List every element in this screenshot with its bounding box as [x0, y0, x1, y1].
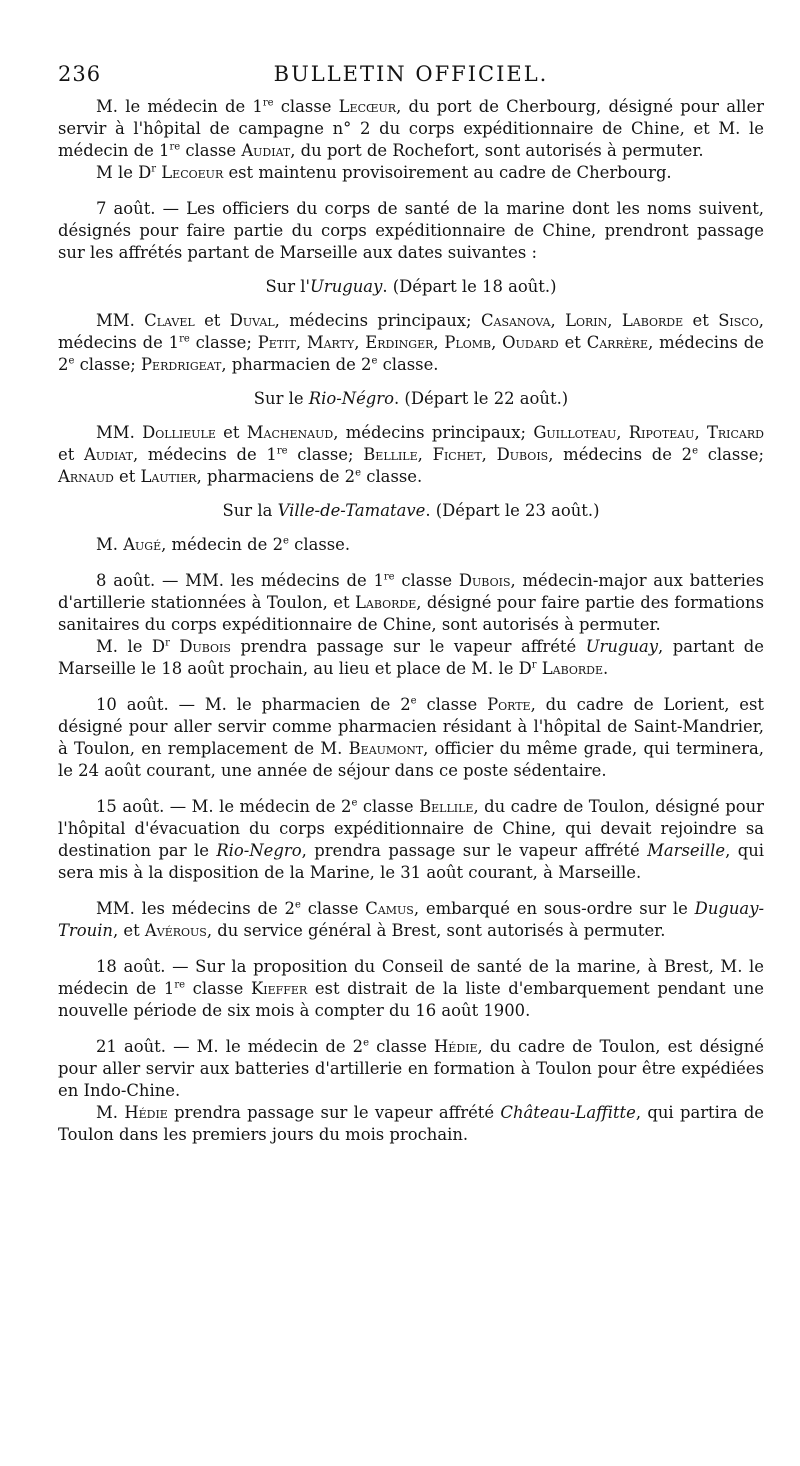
document-body [58, 96, 764, 1146]
text-run: classe [185, 141, 242, 160]
text-run: , officier du même grade, qui terminera, le 24 août courant, une année de séjour dans ce poste sédentaire. [58, 739, 764, 780]
text-run: , médecins de 2 [58, 333, 764, 374]
person-name: Dubois [458, 571, 511, 590]
text-run: classe; [79, 355, 142, 374]
text-run: est maintenu provisoirement au cadre de Cherbourg. [223, 163, 672, 182]
paragraph-8-aout [58, 570, 764, 636]
text-run: , pharmacien de 2 [221, 355, 372, 374]
ordinal-superscript: re [174, 979, 186, 991]
text-run: M. [96, 535, 124, 554]
page-number: 236 [58, 62, 102, 86]
person-name: Carrère [586, 333, 649, 352]
text-run: , médecins principaux; [333, 423, 534, 442]
ordinal-superscript: e [351, 797, 358, 809]
person-name: Lecoeur [161, 163, 224, 182]
text-run: , qui partira de Toulon dans les premiers jours du mois prochain. [58, 1103, 765, 1144]
text-run: est distrait de la liste d'embarquement pendant une nouvelle période de six mois à compter du 16 août 1900. [58, 979, 764, 1020]
paragraph-tamatave-list [58, 534, 764, 556]
page-header [58, 62, 764, 92]
text-run: prendra passage sur le vapeur affrété [230, 637, 586, 656]
text-run: et [683, 311, 719, 330]
paragraph-21-aout-note [58, 1102, 764, 1146]
text-run: , médecins de 1 [132, 445, 277, 464]
text-run: , du service général à Brest, sont autorisés à permuter. [206, 921, 666, 940]
text-run: classe [280, 97, 339, 116]
text-run: classe [362, 797, 420, 816]
text-run: classe; [707, 445, 764, 464]
person-name: Machenaud [246, 423, 334, 442]
person-name: Audiat [84, 445, 133, 464]
ordinal-superscript: e [371, 355, 378, 367]
paragraph-rio-negro-list [58, 422, 764, 488]
text-run: , du port de Rochefort, sont autorisés à permuter. [290, 141, 704, 160]
paragraph-uruguay-list [58, 310, 764, 376]
text-run: 21 août. — M. le médecin de 2 [96, 1037, 364, 1056]
subhead-ville-de-tamatave [58, 500, 764, 522]
ordinal-superscript: r [151, 163, 157, 175]
person-name: Hédie [124, 1103, 168, 1122]
text-run: , embarqué en sous-ordre sur le [413, 899, 695, 918]
person-name: Arnaud [58, 467, 114, 486]
ship-name: Duguay-Trouin [58, 899, 764, 940]
text-run: , partant de Marseille le 18 août prochain, au lieu et place de M. le D [58, 637, 764, 678]
ship-name: Uruguay [585, 637, 659, 656]
text-run: 8 août. — MM. les médecins de 1 [96, 571, 384, 590]
ordinal-superscript: re [169, 141, 181, 153]
text-run: et [215, 423, 247, 442]
text-run: classe [426, 695, 488, 714]
text-run: , du cadre de Lorient, est désigné pour aller servir comme pharmacien résidant à l'hôpital de Saint-Mandrier, à Toulon, en remplacement de M. [58, 695, 765, 758]
ordinal-superscript: r [165, 637, 170, 649]
text-run: classe [376, 1037, 435, 1056]
person-name: Lecœur [338, 97, 397, 116]
text-run: M le D [96, 163, 152, 182]
text-run: Sur l' [265, 277, 311, 296]
text-run: classe. [366, 467, 423, 486]
ship-name: Rio-Négro [308, 389, 395, 408]
person-name: Augé [123, 535, 162, 554]
text-run: , médecins de 1 [58, 311, 764, 352]
paragraph-lecoeur [58, 96, 764, 162]
person-name: Bellile [419, 797, 474, 816]
text-run: Sur le [253, 389, 309, 408]
ship-name: Marseille [647, 841, 726, 860]
text-run: classe; [297, 445, 364, 464]
paragraph-lecoeur-note [58, 162, 764, 184]
ordinal-superscript: e [692, 445, 698, 457]
ordinal-superscript: re [383, 571, 395, 583]
ordinal-superscript: e [68, 355, 75, 367]
text-run: MM. [96, 423, 143, 442]
person-name: Lautier [140, 467, 197, 486]
running-title: BULLETIN OFFICIEL. [273, 62, 549, 86]
person-name: Laborde [541, 659, 604, 678]
ordinal-superscript: e [294, 899, 301, 911]
person-name: Kieffer [251, 979, 308, 998]
text-run: 18 août. — Sur la proposition du Conseil de santé de la marine, à Brest, M. le médecin de 1 [58, 957, 764, 998]
subhead-rio-negro [58, 388, 764, 410]
text-run: MM. [96, 311, 145, 330]
person-name: Porte [487, 695, 531, 714]
text-run: et [194, 311, 230, 330]
paragraph-8-aout-note [58, 636, 764, 680]
text-run: M. le D [96, 637, 166, 656]
text-run: , du cadre de Toulon, désigné pour l'hôpital d'évacuation du corps expéditionnaire de Chine, qui devait rejoindre sa destination par le [58, 797, 764, 860]
text-run: et [58, 445, 85, 464]
person-name: Sisco [718, 311, 759, 330]
text-run: , et [113, 921, 145, 940]
person-name: Audiat [241, 141, 291, 160]
subhead-uruguay [58, 276, 764, 298]
text-run: et [558, 333, 587, 352]
ordinal-superscript: r [531, 659, 537, 671]
text-run: classe [192, 979, 252, 998]
paragraph-7-aout: 7 août. — Les officiers du corps de santé de la marine dont les noms suivent, désignés pour faire partie du corps expéditionnaire de Chine, prendront passage sur les affrétés partant de Marseille aux dates suivantes : [58, 199, 764, 262]
text-run: M. le médecin de 1 [96, 97, 263, 116]
text-run: 10 août. — M. le pharmacien de 2 [96, 695, 411, 714]
text-run: , médecins principaux; [274, 311, 481, 330]
text-run: prendra passage sur le vapeur affrété [167, 1103, 501, 1122]
person-name: Dubois [179, 637, 231, 656]
paragraph-15-aout-permute [58, 898, 764, 942]
paragraph-15-aout [58, 796, 764, 884]
text-run: classe; [195, 333, 258, 352]
ordinal-superscript: re [179, 333, 190, 345]
text-run: . (Départ le 18 août.) [382, 277, 557, 296]
ordinal-superscript: re [262, 97, 274, 109]
text-run: , prendra passage sur le vapeur affrété [301, 841, 648, 860]
text-run: classe. [382, 355, 439, 374]
text-run: 15 août. — M. le médecin de 2 [96, 797, 352, 816]
person-name: Duval [229, 311, 275, 330]
person-name: Beaumont [348, 739, 424, 758]
text-run: , médecins de 2 [548, 445, 693, 464]
text-run: classe [401, 571, 459, 590]
person-name: Hédie [434, 1037, 478, 1056]
ordinal-superscript: e [283, 535, 289, 547]
text-run: , du cadre de Toulon, est désigné pour aller servir aux batteries d'artillerie en formation à Toulon pour être expédiées en Indo-Chine. [58, 1037, 764, 1100]
ship-name: Château-Laffitte [500, 1103, 636, 1122]
ordinal-superscript: e [363, 1037, 370, 1049]
person-name: Perdrigeat [141, 355, 222, 374]
ship-name: Ville-de-Tamatave [277, 501, 426, 520]
person-name: Petit, Marty, Erdinger, Plomb, Oudard [257, 333, 559, 352]
text-run: et [113, 467, 141, 486]
text-run: MM. les médecins de 2 [96, 899, 295, 918]
person-name: Avérous [144, 921, 207, 940]
text-run: , médecin-major aux batteries d'artillerie stationnées à Toulon, et [58, 571, 764, 612]
ordinal-superscript: re [276, 445, 288, 457]
ship-name: Rio-Negro [216, 841, 302, 860]
person-name: Clavel [144, 311, 195, 330]
text-run: classe. [294, 535, 351, 554]
text-run: , du port de Cherbourg, désigné pour aller servir à l'hôpital de campagne n° 2 du corps expéditionnaire de Chine, et M. le médecin de 1 [58, 97, 764, 160]
ship-name: Uruguay [310, 277, 383, 296]
person-name: Guilloteau, Ripoteau, Tricard [533, 423, 764, 442]
paragraph-21-aout [58, 1036, 764, 1102]
text-run: . (Départ le 23 août.) [425, 501, 600, 520]
paragraph-10-aout [58, 694, 764, 782]
person-name: Camus [365, 899, 414, 918]
text-run: , médecin de 2 [161, 535, 284, 554]
text-run: M. [96, 1103, 125, 1122]
person-name: Laborde [354, 593, 417, 612]
paragraph-18-aout [58, 956, 764, 1022]
person-name: Bellile, Fichet, Dubois [363, 445, 549, 464]
text-run: classe [307, 899, 366, 918]
text-run: , qui sera mis à la disposition de la Marine, le 31 août courant, à Marseille. [58, 841, 764, 882]
text-run: Sur la [222, 501, 278, 520]
text-run: , désigné pour faire partie des formations sanitaires du corps expéditionnaire de Chine, sont autorisés à permuter. [58, 593, 765, 634]
text-run: . (Départ le 22 août.) [394, 389, 569, 408]
text-run: . [603, 659, 609, 678]
ordinal-superscript: e [410, 695, 417, 707]
ordinal-superscript: e [355, 467, 362, 479]
text-run: , pharmaciens de 2 [196, 467, 356, 486]
person-name: Dollieule [142, 423, 216, 442]
person-name: Casanova, Lorin, Laborde [480, 311, 684, 330]
